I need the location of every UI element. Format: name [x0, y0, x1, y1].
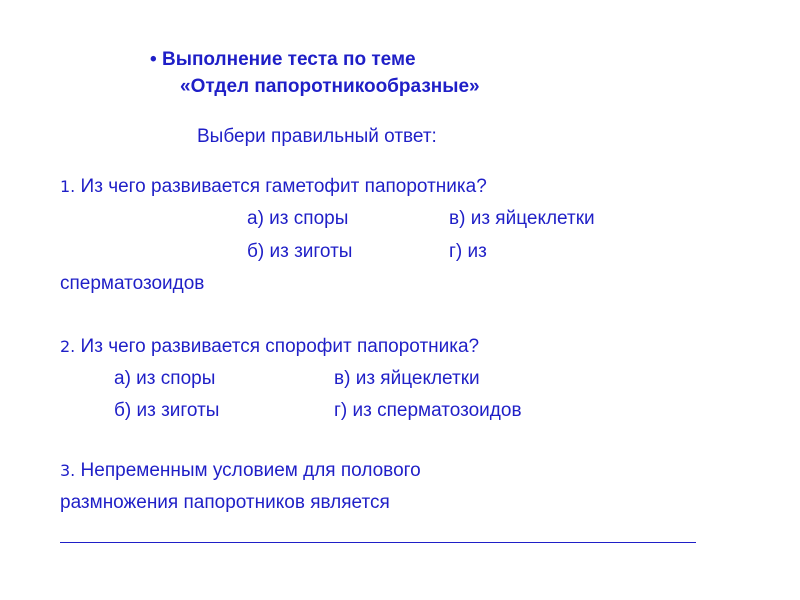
title-line-1: Выполнение теста по теме: [162, 49, 416, 70]
q2-option-g: г) из сперматозоидов: [334, 400, 522, 421]
q1-option-v: в) из яйцеклетки: [449, 208, 595, 229]
question-3-text-line-2: размножения папоротников является: [60, 492, 390, 513]
q2-option-v: в) из яйцеклетки: [334, 368, 480, 389]
bullet-icon: •: [150, 49, 157, 70]
q2-option-a: а) из споры: [114, 368, 216, 389]
question-3-number: 3.: [60, 461, 76, 480]
question-1: [60, 176, 487, 198]
title-line-2: «Отдел папоротникообразные»: [180, 76, 480, 97]
question-2-number: 2.: [60, 337, 76, 356]
q2-option-b: б) из зиготы: [114, 400, 220, 421]
slide-title: [150, 46, 610, 100]
q1-option-g-continued: сперматозоидов: [60, 273, 205, 294]
q1-option-g: г) из: [449, 241, 487, 262]
question-2-text: Из чего развивается спорофит папоротника?: [80, 336, 480, 357]
question-3: [60, 460, 421, 482]
question-2: [60, 336, 479, 358]
answer-blank-line: [60, 542, 696, 543]
question-3-text: Непременным условием для полового: [80, 460, 421, 481]
q1-option-a: а) из споры: [247, 208, 349, 229]
q1-option-b: б) из зиготы: [247, 241, 353, 262]
question-1-number: 1.: [60, 177, 76, 196]
question-1-text: Из чего развивается гаметофит папоротника?: [80, 176, 487, 197]
instruction-text: Выбери правильный ответ:: [197, 126, 437, 147]
